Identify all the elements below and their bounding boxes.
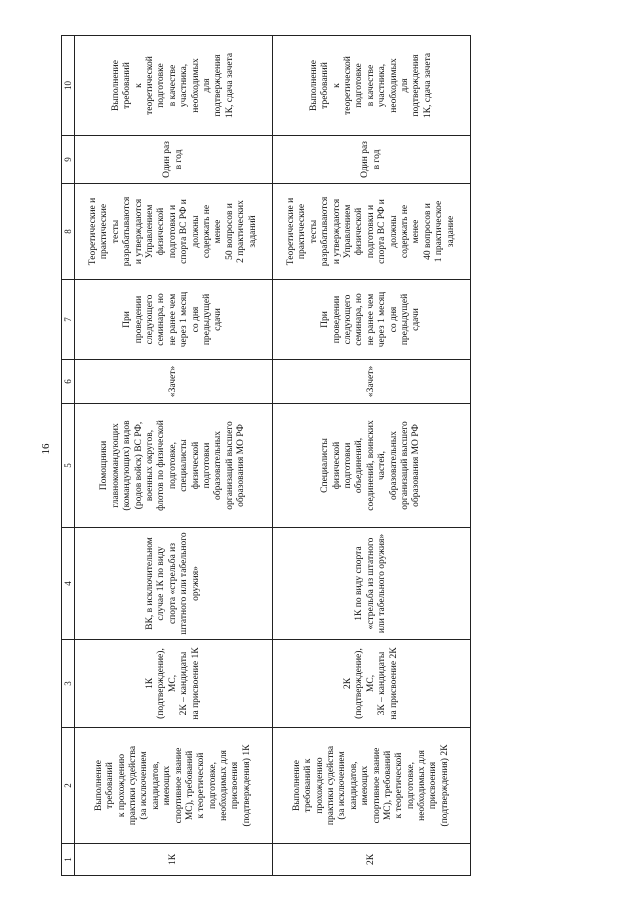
result-cell: Выполнение требований к теоретической подготовке в качестве участника, необходимых для подтверждения 1К, сдача зачета [273,36,471,136]
form-cell: «Зачет» [75,360,273,404]
deadline-cell: При проведении следующего семинара, но не ранее чем через 1 месяц со дня предыдущей сдачи [75,280,273,360]
tests-cell: Теоретические и практические тесты разрабатываются и утверждаются Управлением физической подготовки и спорта ВС РФ и должны содержать не менее 50 вопросов и 2 практических заданий [75,184,273,280]
sport-cell: 1К по виду спорта «стрельба из штатного или табельного оружия» [273,528,471,640]
column-number: 3 [62,640,75,728]
column-number-row [62,36,75,876]
form-cell: «Зачет» [273,360,471,404]
deadline-cell: При проведении следующего семинара, но не ранее чем через 1 месяц со дня предыдущей сдачи [273,280,471,360]
organizers-cell: Помощники главнокомандующих (командующих) видов (родов войск) ВС РФ, военных округов, флотов по физической подготовке, специалисты физической подготовки образовательных организаций высшего образования МО РФ [75,404,273,528]
requirement-cell: Выполнение требований к прохождению практики судейства (за исключением кандидатов, имеющих спортивное звание МС), требований к теоретической подготовке, необходимых для присвоения (подтверждения) 2К [273,728,471,844]
sport-cell: ВК, в исключительном случае 1К по виду спорта «стрельба из штатного или табельного оружия» [75,528,273,640]
column-number: 4 [62,528,75,640]
categories-cell: 2К (подтверждение), МС, 3К – кандидаты на присвоение 2К [273,640,471,728]
column-number: 6 [62,360,75,404]
result-cell: Выполнение требований к теоретической подготовке в качестве участника, необходимых для подтверждения 1К, сдача зачета [75,36,273,136]
organizers-cell: Специалисты физической подготовки объединений, соединений, воинских частей, образовательных организаций высшего образования МО РФ [273,404,471,528]
column-number: 5 [62,404,75,528]
rank-cell: 2К [273,844,471,876]
frequency-cell: Один раз в год [273,136,471,184]
table-row [273,36,471,876]
column-number: 9 [62,136,75,184]
judges-requirements-table [61,35,471,876]
categories-cell: 1К (подтверждение), МС, 2К – кандидаты на присвоение 1К [75,640,273,728]
tests-cell: Теоретические и практические тесты разрабатываются и утверждаются Управлением физической подготовки и спорта ВС РФ и должны содержать не менее 40 вопросов и 1 практическое задание [273,184,471,280]
column-number: 7 [62,280,75,360]
requirement-cell: Выполнение требований к прохождению практики судейства (за исключением кандидатов, имеющих спортивное звание МС), требований к теоретической подготовке, необходимых для присвоения (подтверждения) 1К [75,728,273,844]
column-number: 2 [62,728,75,844]
frequency-cell: Один раз в год [75,136,273,184]
rotated-table-container [61,36,471,876]
column-number: 1 [62,844,75,876]
page-number: 16 [40,443,52,455]
column-number: 8 [62,184,75,280]
table-row [75,36,273,876]
column-number: 10 [62,36,75,136]
rank-cell: 1К [75,844,273,876]
